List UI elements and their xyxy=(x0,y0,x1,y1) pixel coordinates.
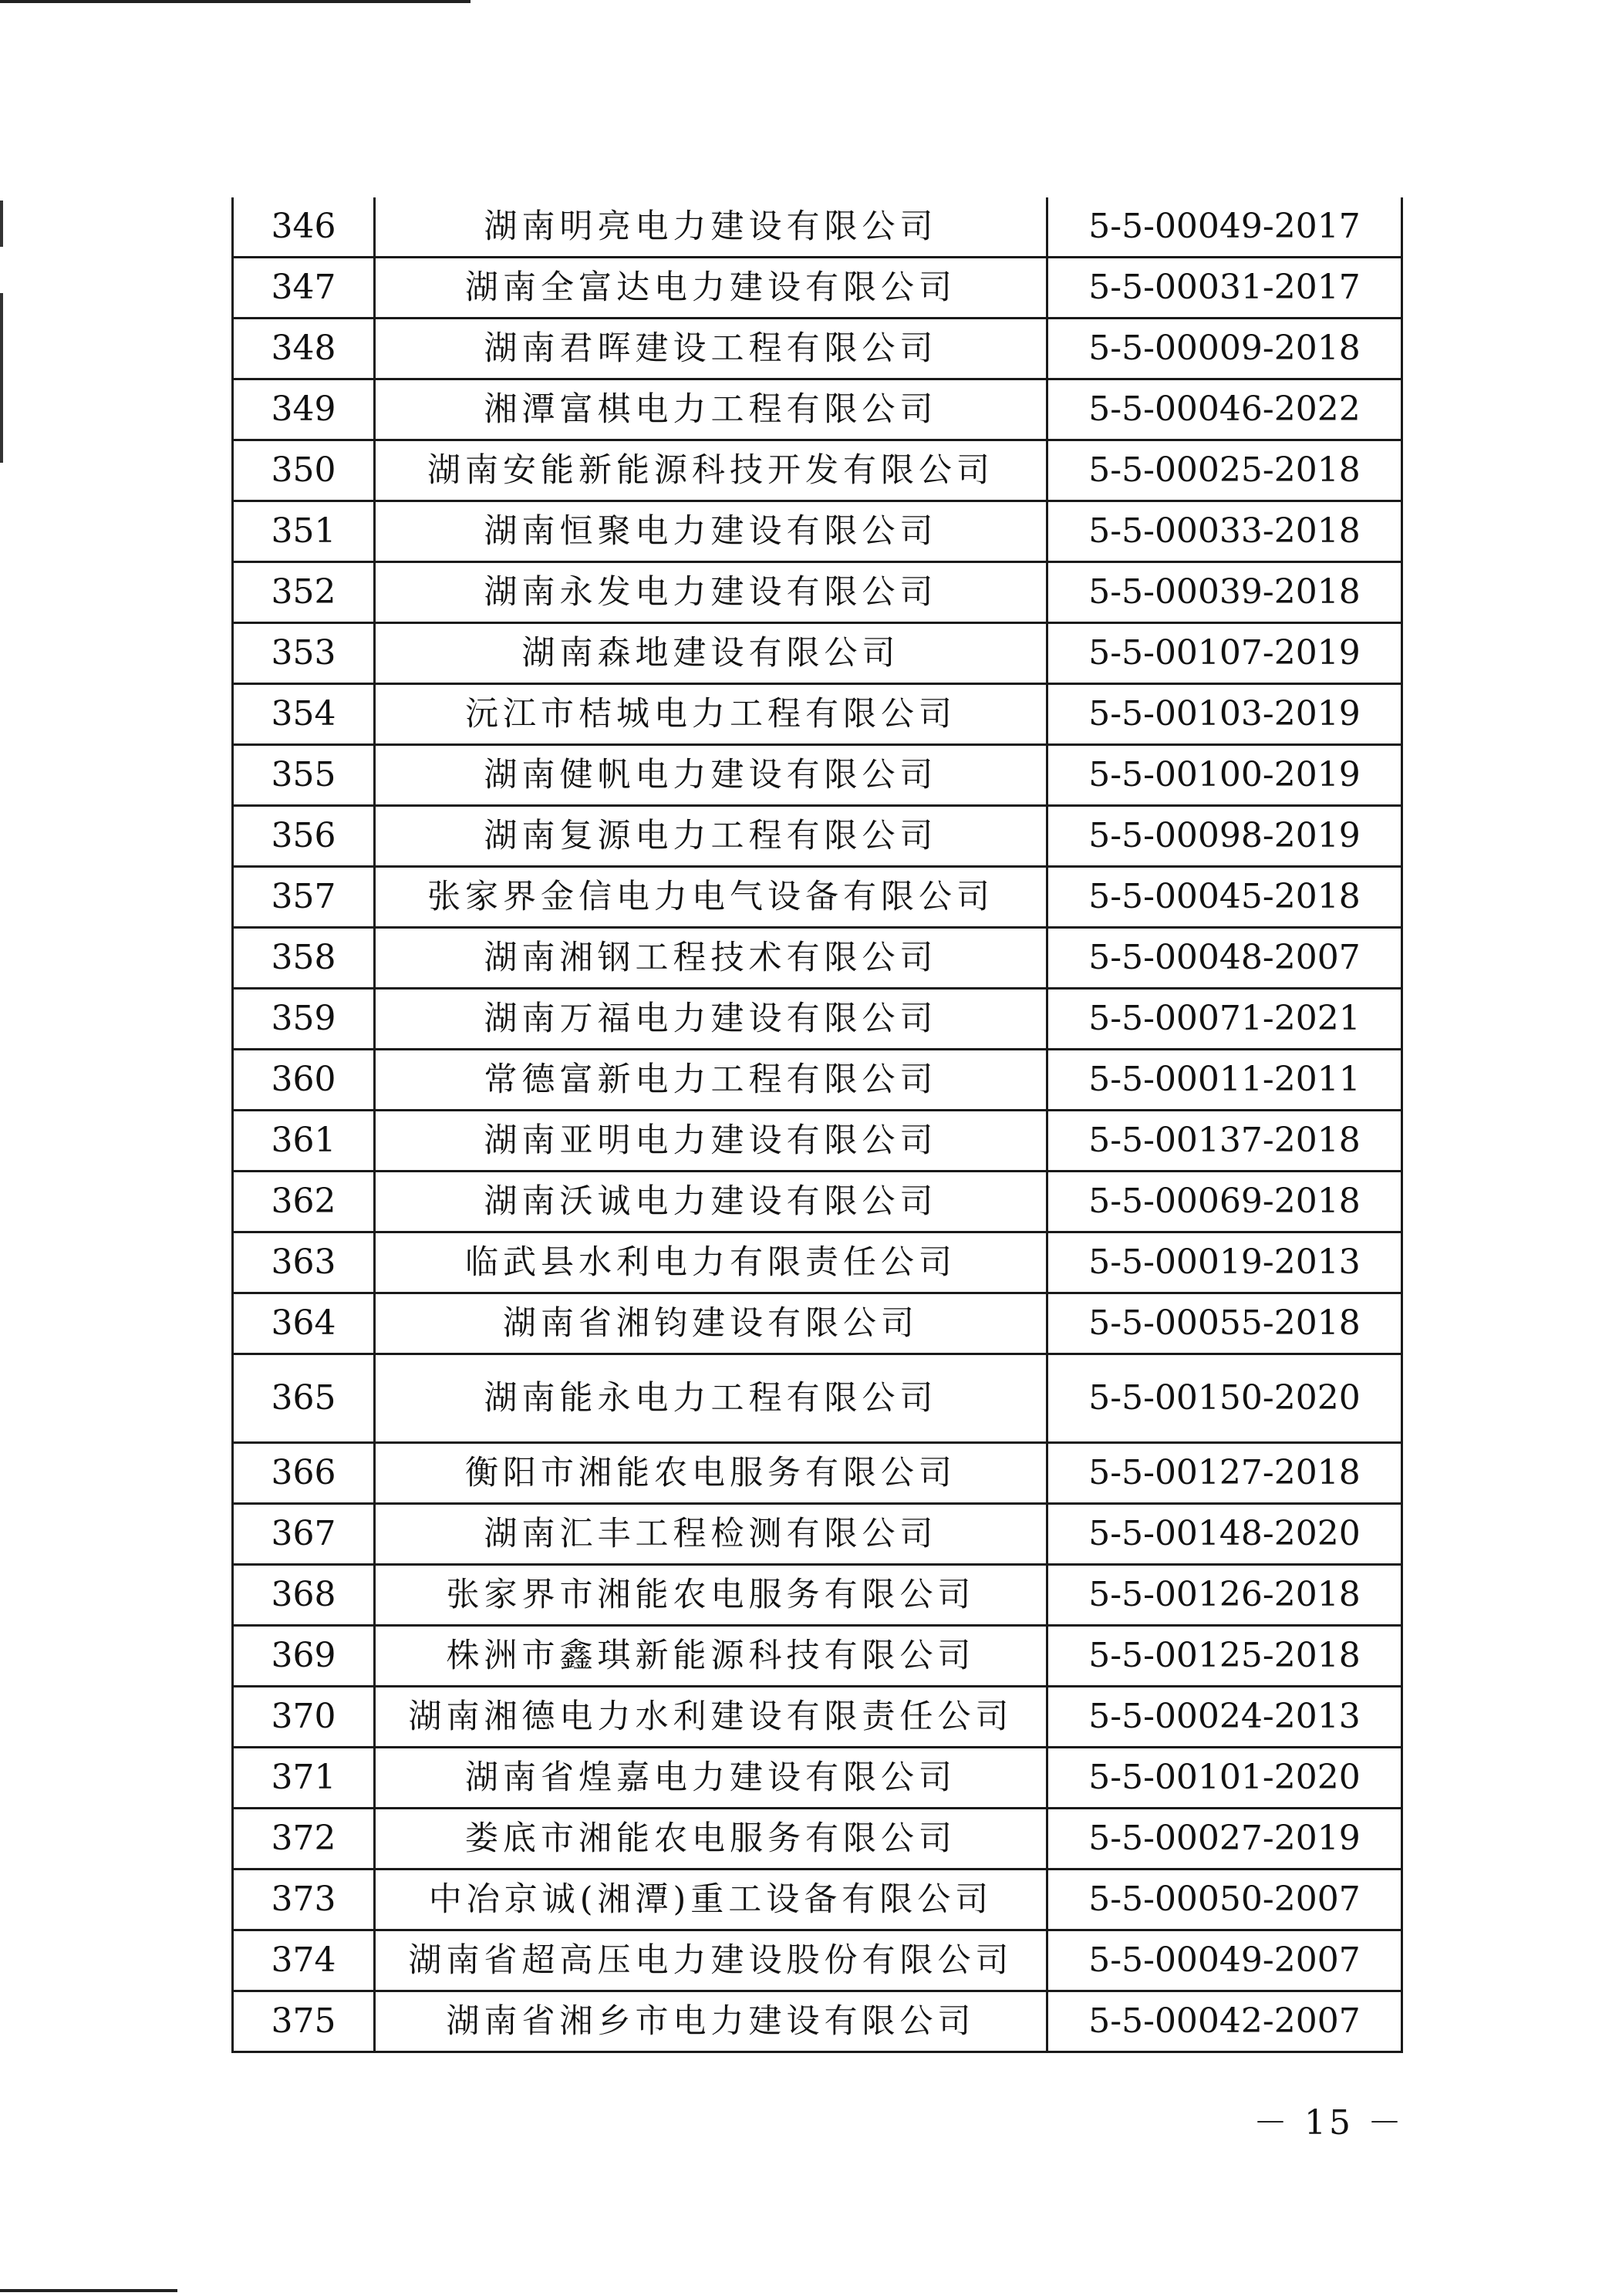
table-row xyxy=(233,684,1402,745)
row-number: 369 xyxy=(233,1626,375,1687)
table-row xyxy=(233,1504,1402,1565)
company-name: 株洲市鑫琪新能源科技有限公司 xyxy=(375,1626,1047,1687)
row-number: 364 xyxy=(233,1293,375,1354)
row-number: 351 xyxy=(233,501,375,562)
table-row xyxy=(233,1354,1402,1443)
table-row xyxy=(233,928,1402,989)
scan-margin-mark xyxy=(0,201,3,247)
page-number: － 15 － xyxy=(1253,2103,1405,2143)
certificate-code: 5-5-00025-2018 xyxy=(1047,440,1402,501)
certificate-code: 5-5-00069-2018 xyxy=(1047,1172,1402,1232)
row-number: 355 xyxy=(233,745,375,806)
certificate-code: 5-5-00127-2018 xyxy=(1047,1443,1402,1504)
company-name: 湖南全富达电力建设有限公司 xyxy=(375,258,1047,319)
certificate-code: 5-5-00049-2017 xyxy=(1047,197,1402,258)
certificate-code: 5-5-00046-2022 xyxy=(1047,379,1402,440)
certificate-code: 5-5-00039-2018 xyxy=(1047,562,1402,623)
certificate-code: 5-5-00125-2018 xyxy=(1047,1626,1402,1687)
table-row xyxy=(233,989,1402,1050)
company-name: 中冶京诚(湘潭)重工设备有限公司 xyxy=(375,1870,1047,1930)
company-name: 湖南复源电力工程有限公司 xyxy=(375,806,1047,867)
certificate-code: 5-5-00071-2021 xyxy=(1047,989,1402,1050)
row-number: 373 xyxy=(233,1870,375,1930)
row-number: 368 xyxy=(233,1565,375,1626)
certificate-code: 5-5-00042-2007 xyxy=(1047,1991,1402,2052)
company-name: 湖南沃诚电力建设有限公司 xyxy=(375,1172,1047,1232)
company-name: 湖南汇丰工程检测有限公司 xyxy=(375,1504,1047,1565)
table-row xyxy=(233,501,1402,562)
certificate-code: 5-5-00033-2018 xyxy=(1047,501,1402,562)
row-number: 365 xyxy=(233,1354,375,1443)
certificate-code: 5-5-00150-2020 xyxy=(1047,1354,1402,1443)
company-name: 湖南永发电力建设有限公司 xyxy=(375,562,1047,623)
table-row xyxy=(233,1748,1402,1809)
row-number: 350 xyxy=(233,440,375,501)
row-number: 363 xyxy=(233,1232,375,1293)
table-row xyxy=(233,1443,1402,1504)
table-row xyxy=(233,1565,1402,1626)
company-name: 湘潭富棋电力工程有限公司 xyxy=(375,379,1047,440)
row-number: 360 xyxy=(233,1050,375,1111)
row-number: 347 xyxy=(233,258,375,319)
table-row xyxy=(233,562,1402,623)
scan-edge-line-bottom xyxy=(0,2289,177,2292)
row-number: 354 xyxy=(233,684,375,745)
company-name: 湖南君晖建设工程有限公司 xyxy=(375,319,1047,379)
company-name: 湖南健帆电力建设有限公司 xyxy=(375,745,1047,806)
scan-edge-line-top xyxy=(0,0,471,3)
certificate-code: 5-5-00103-2019 xyxy=(1047,684,1402,745)
table-row xyxy=(233,1172,1402,1232)
company-name: 娄底市湘能农电服务有限公司 xyxy=(375,1809,1047,1870)
certificate-code: 5-5-00137-2018 xyxy=(1047,1111,1402,1172)
row-number: 371 xyxy=(233,1748,375,1809)
company-name: 湖南明亮电力建设有限公司 xyxy=(375,197,1047,258)
table-row xyxy=(233,806,1402,867)
certificate-code: 5-5-00027-2019 xyxy=(1047,1809,1402,1870)
table-row xyxy=(233,1050,1402,1111)
company-name: 湖南省超高压电力建设股份有限公司 xyxy=(375,1930,1047,1991)
certificate-code: 5-5-00031-2017 xyxy=(1047,258,1402,319)
certificate-code: 5-5-00126-2018 xyxy=(1047,1565,1402,1626)
company-name: 湖南省湘钧建设有限公司 xyxy=(375,1293,1047,1354)
company-name: 湖南省煌嘉电力建设有限公司 xyxy=(375,1748,1047,1809)
company-table xyxy=(231,197,1403,2053)
row-number: 357 xyxy=(233,867,375,928)
table-row xyxy=(233,867,1402,928)
company-name: 湖南省湘乡市电力建设有限公司 xyxy=(375,1991,1047,2052)
company-name: 张家界金信电力电气设备有限公司 xyxy=(375,867,1047,928)
row-number: 348 xyxy=(233,319,375,379)
table-row xyxy=(233,1809,1402,1870)
certificate-code: 5-5-00148-2020 xyxy=(1047,1504,1402,1565)
row-number: 346 xyxy=(233,197,375,258)
row-number: 356 xyxy=(233,806,375,867)
company-name: 湖南湘钢工程技术有限公司 xyxy=(375,928,1047,989)
company-name: 湖南亚明电力建设有限公司 xyxy=(375,1111,1047,1172)
company-name: 湖南万福电力建设有限公司 xyxy=(375,989,1047,1050)
company-name: 湖南湘德电力水利建设有限责任公司 xyxy=(375,1687,1047,1748)
row-number: 370 xyxy=(233,1687,375,1748)
row-number: 366 xyxy=(233,1443,375,1504)
table-row xyxy=(233,1870,1402,1930)
table-row xyxy=(233,440,1402,501)
company-name: 湖南安能新能源科技开发有限公司 xyxy=(375,440,1047,501)
table-row xyxy=(233,1930,1402,1991)
table-row xyxy=(233,1991,1402,2052)
table-row xyxy=(233,623,1402,684)
row-number: 362 xyxy=(233,1172,375,1232)
table-row xyxy=(233,379,1402,440)
table-row xyxy=(233,319,1402,379)
row-number: 372 xyxy=(233,1809,375,1870)
certificate-code: 5-5-00024-2013 xyxy=(1047,1687,1402,1748)
certificate-code: 5-5-00098-2019 xyxy=(1047,806,1402,867)
table-row xyxy=(233,1232,1402,1293)
certificate-code: 5-5-00048-2007 xyxy=(1047,928,1402,989)
row-number: 374 xyxy=(233,1930,375,1991)
certificate-code: 5-5-00050-2007 xyxy=(1047,1870,1402,1930)
row-number: 358 xyxy=(233,928,375,989)
certificate-code: 5-5-00011-2011 xyxy=(1047,1050,1402,1111)
row-number: 361 xyxy=(233,1111,375,1172)
table-row xyxy=(233,745,1402,806)
row-number: 353 xyxy=(233,623,375,684)
company-name: 衡阳市湘能农电服务有限公司 xyxy=(375,1443,1047,1504)
company-name: 沅江市桔城电力工程有限公司 xyxy=(375,684,1047,745)
table-row xyxy=(233,1626,1402,1687)
certificate-code: 5-5-00009-2018 xyxy=(1047,319,1402,379)
row-number: 349 xyxy=(233,379,375,440)
table-row xyxy=(233,1293,1402,1354)
table-row xyxy=(233,197,1402,258)
certificate-code: 5-5-00045-2018 xyxy=(1047,867,1402,928)
certificate-code: 5-5-00100-2019 xyxy=(1047,745,1402,806)
company-name: 张家界市湘能农电服务有限公司 xyxy=(375,1565,1047,1626)
row-number: 359 xyxy=(233,989,375,1050)
row-number: 352 xyxy=(233,562,375,623)
company-name: 湖南能永电力工程有限公司 xyxy=(375,1354,1047,1443)
row-number: 375 xyxy=(233,1991,375,2052)
scan-margin-mark xyxy=(0,293,3,463)
table-row xyxy=(233,1687,1402,1748)
certificate-code: 5-5-00055-2018 xyxy=(1047,1293,1402,1354)
company-name: 湖南恒聚电力建设有限公司 xyxy=(375,501,1047,562)
certificate-code: 5-5-00019-2013 xyxy=(1047,1232,1402,1293)
company-name: 湖南森地建设有限公司 xyxy=(375,623,1047,684)
certificate-code: 5-5-00101-2020 xyxy=(1047,1748,1402,1809)
company-name: 临武县水利电力有限责任公司 xyxy=(375,1232,1047,1293)
row-number: 367 xyxy=(233,1504,375,1565)
certificate-code: 5-5-00107-2019 xyxy=(1047,623,1402,684)
table-row xyxy=(233,258,1402,319)
table-row xyxy=(233,1111,1402,1172)
certificate-code: 5-5-00049-2007 xyxy=(1047,1930,1402,1991)
company-name: 常德富新电力工程有限公司 xyxy=(375,1050,1047,1111)
